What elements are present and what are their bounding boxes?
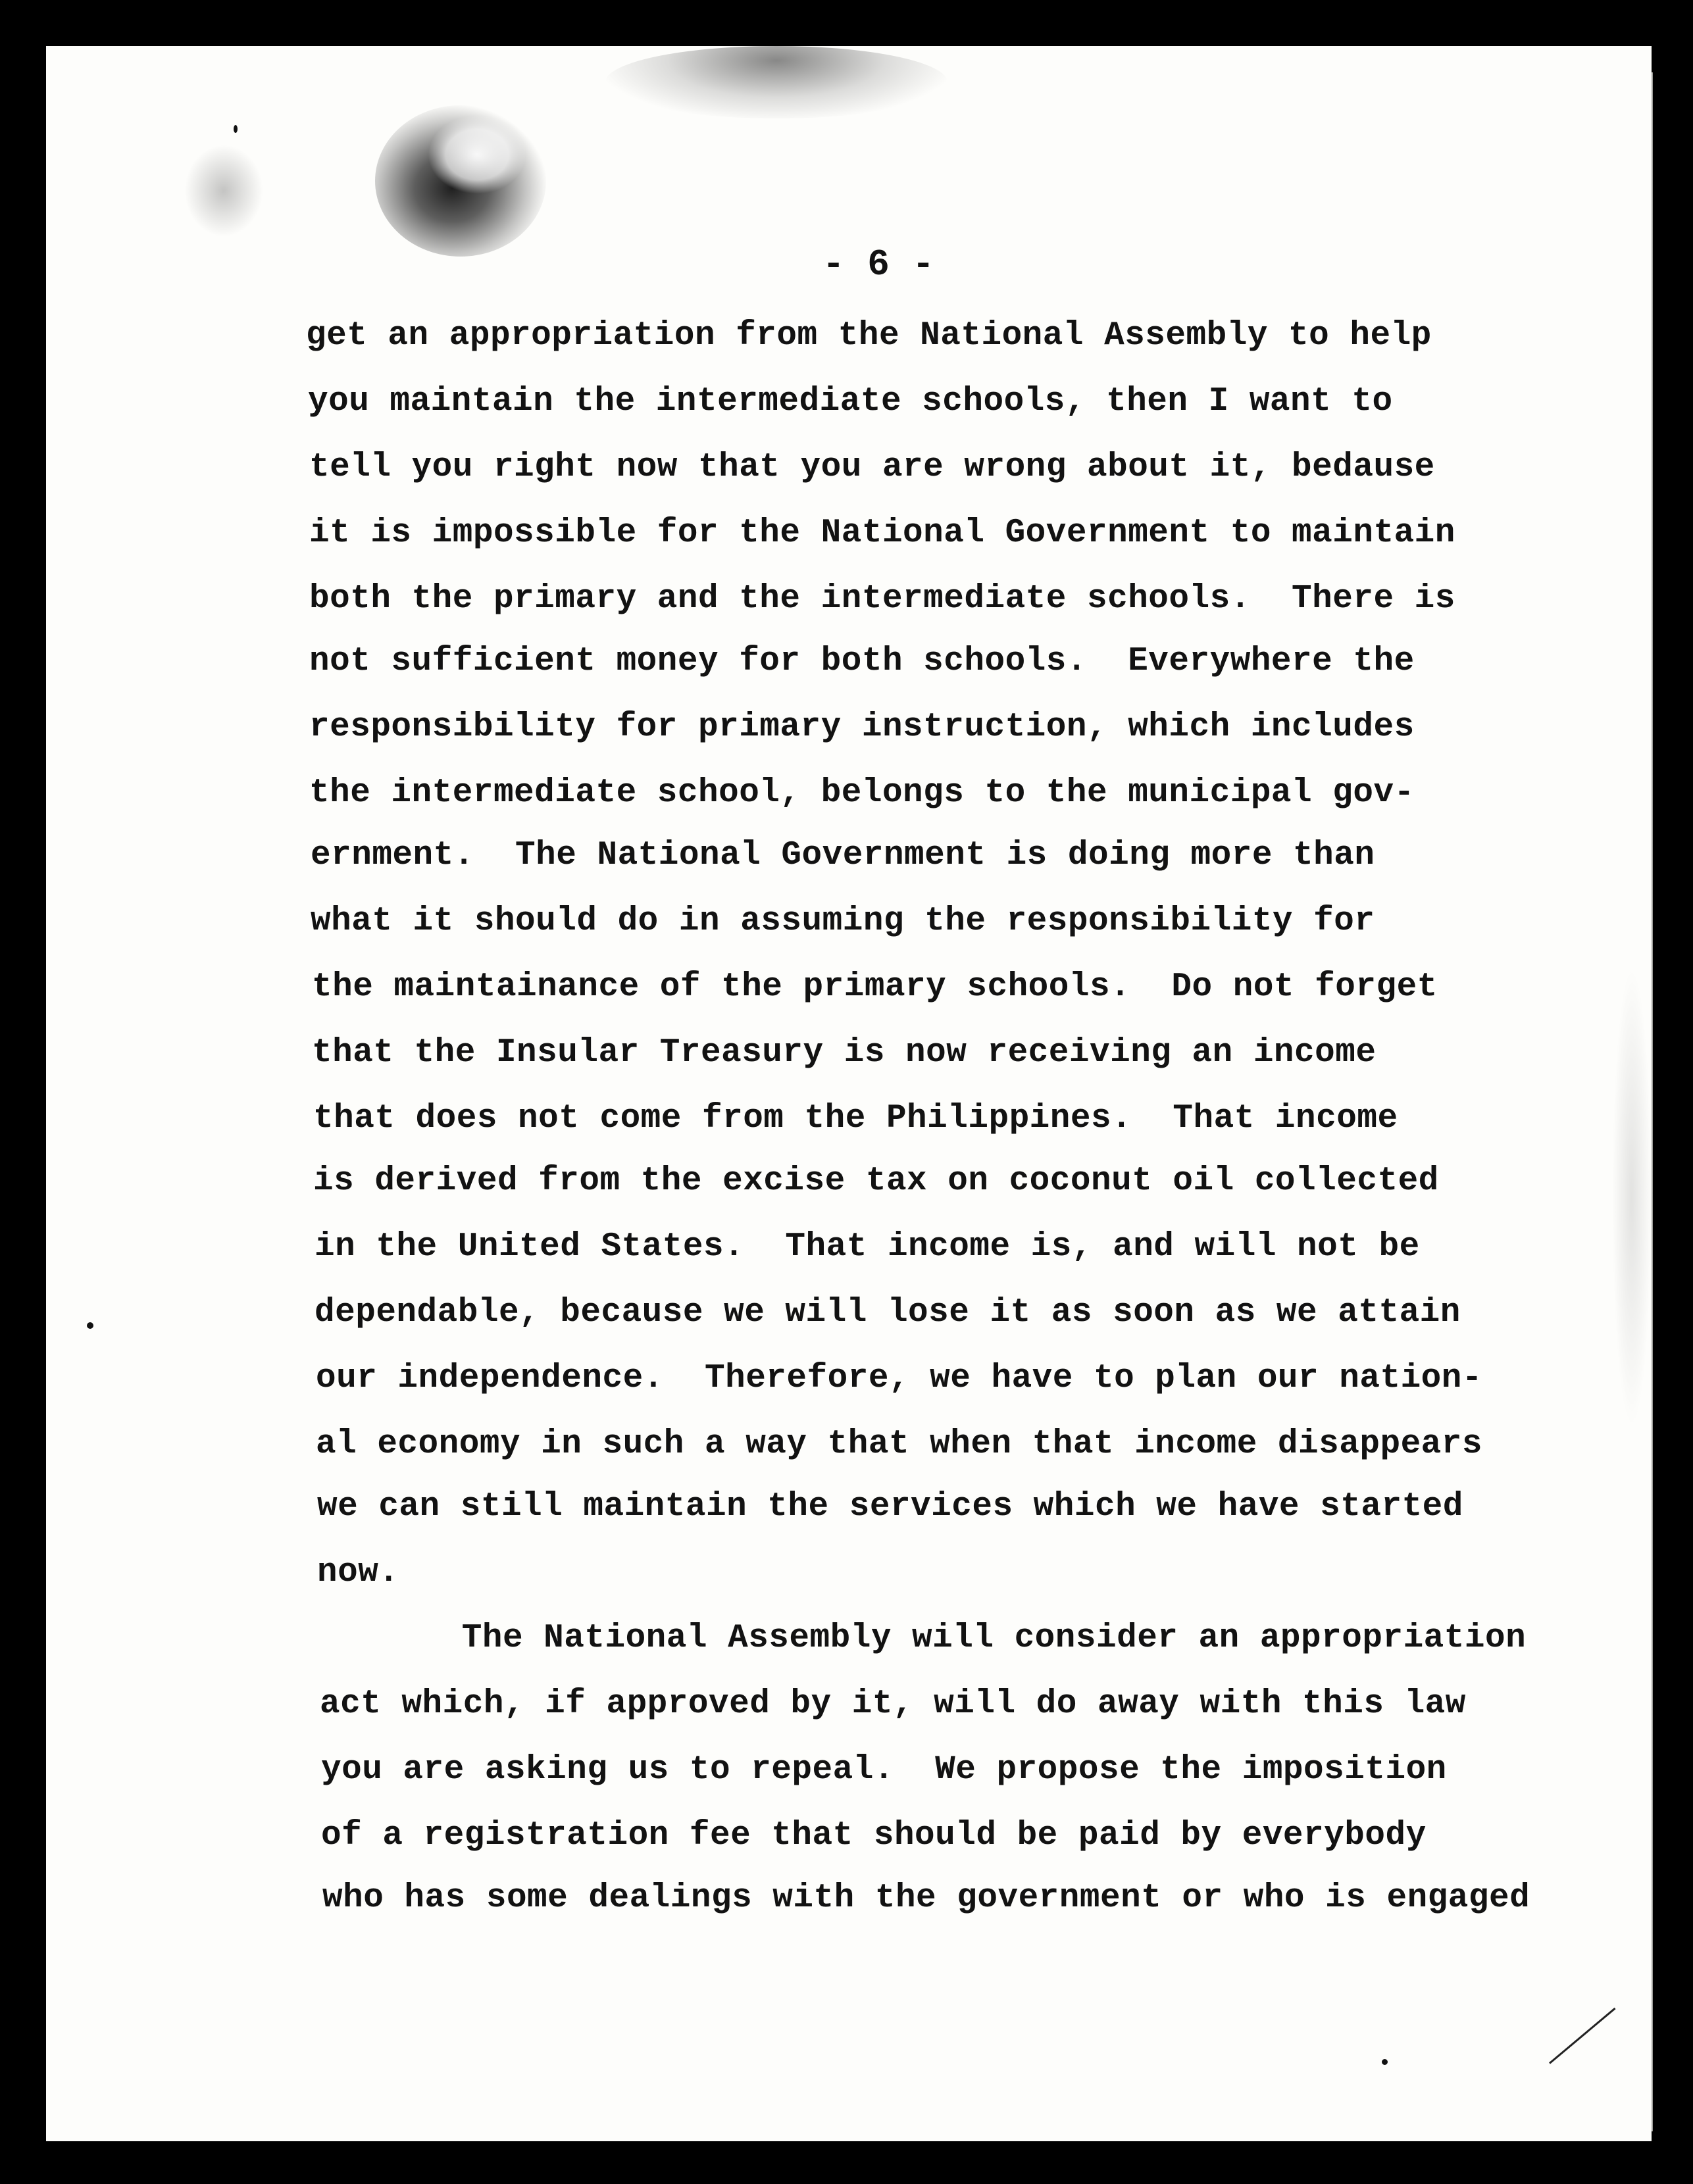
text-line: both the primary and the intermediate schools. There is [309,580,1455,618]
text-line: not sufficient money for both schools. Everywhere the [309,643,1415,680]
text-line: the maintainance of the primary schools. Do not forget [312,968,1438,1006]
text-line: that the Insular Treasury is now receiving an income [312,1034,1377,1072]
text-line: it is impossible for the National Government to maintain [309,514,1455,552]
text-line: we can still maintain the services which we have started [317,1488,1463,1526]
text-line: our independence. Therefore, we have to plan our nation- [316,1360,1482,1397]
text-line: responsibility for primary instruction, which includes [309,708,1415,746]
text-line: get an appropriation from the National Assembly to help [306,317,1432,355]
text-line: dependable, because we will lose it as soon as we attain [315,1294,1461,1331]
page-number: - 6 - [822,243,935,285]
text-line: that does not come from the Philippines. That income [313,1100,1398,1137]
text-line: ernment. The National Government is doing more than [311,837,1375,874]
text-line: you are asking us to repeal. We propose the imposition [321,1751,1447,1789]
text-line: what it should do in assuming the responsibility for [311,903,1375,940]
text-line: now. [317,1554,399,1591]
text-line: the intermediate school, belongs to the municipal gov- [309,774,1415,812]
text-line: tell you right now that you are wrong about it, bedause [309,449,1435,486]
text-line: in the United States. That income is, and will not be [315,1228,1420,1266]
typed-text [46,46,1652,2141]
text-line: al economy in such a way that when that income disappears [316,1426,1482,1463]
text-line: is derived from the excise tax on coconut oil collected [313,1162,1439,1200]
text-line: act which, if approved by it, will do away with this law [320,1685,1466,1723]
text-line: you maintain the intermediate schools, then I want to [308,383,1393,420]
text-line: who has some dealings with the government or who is engaged [322,1879,1530,1917]
document-page [46,46,1652,2141]
text-line: of a registration fee that should be paid by everybody [321,1817,1427,1854]
text-line: The National Assembly will consider an appropriation [318,1620,1527,1657]
